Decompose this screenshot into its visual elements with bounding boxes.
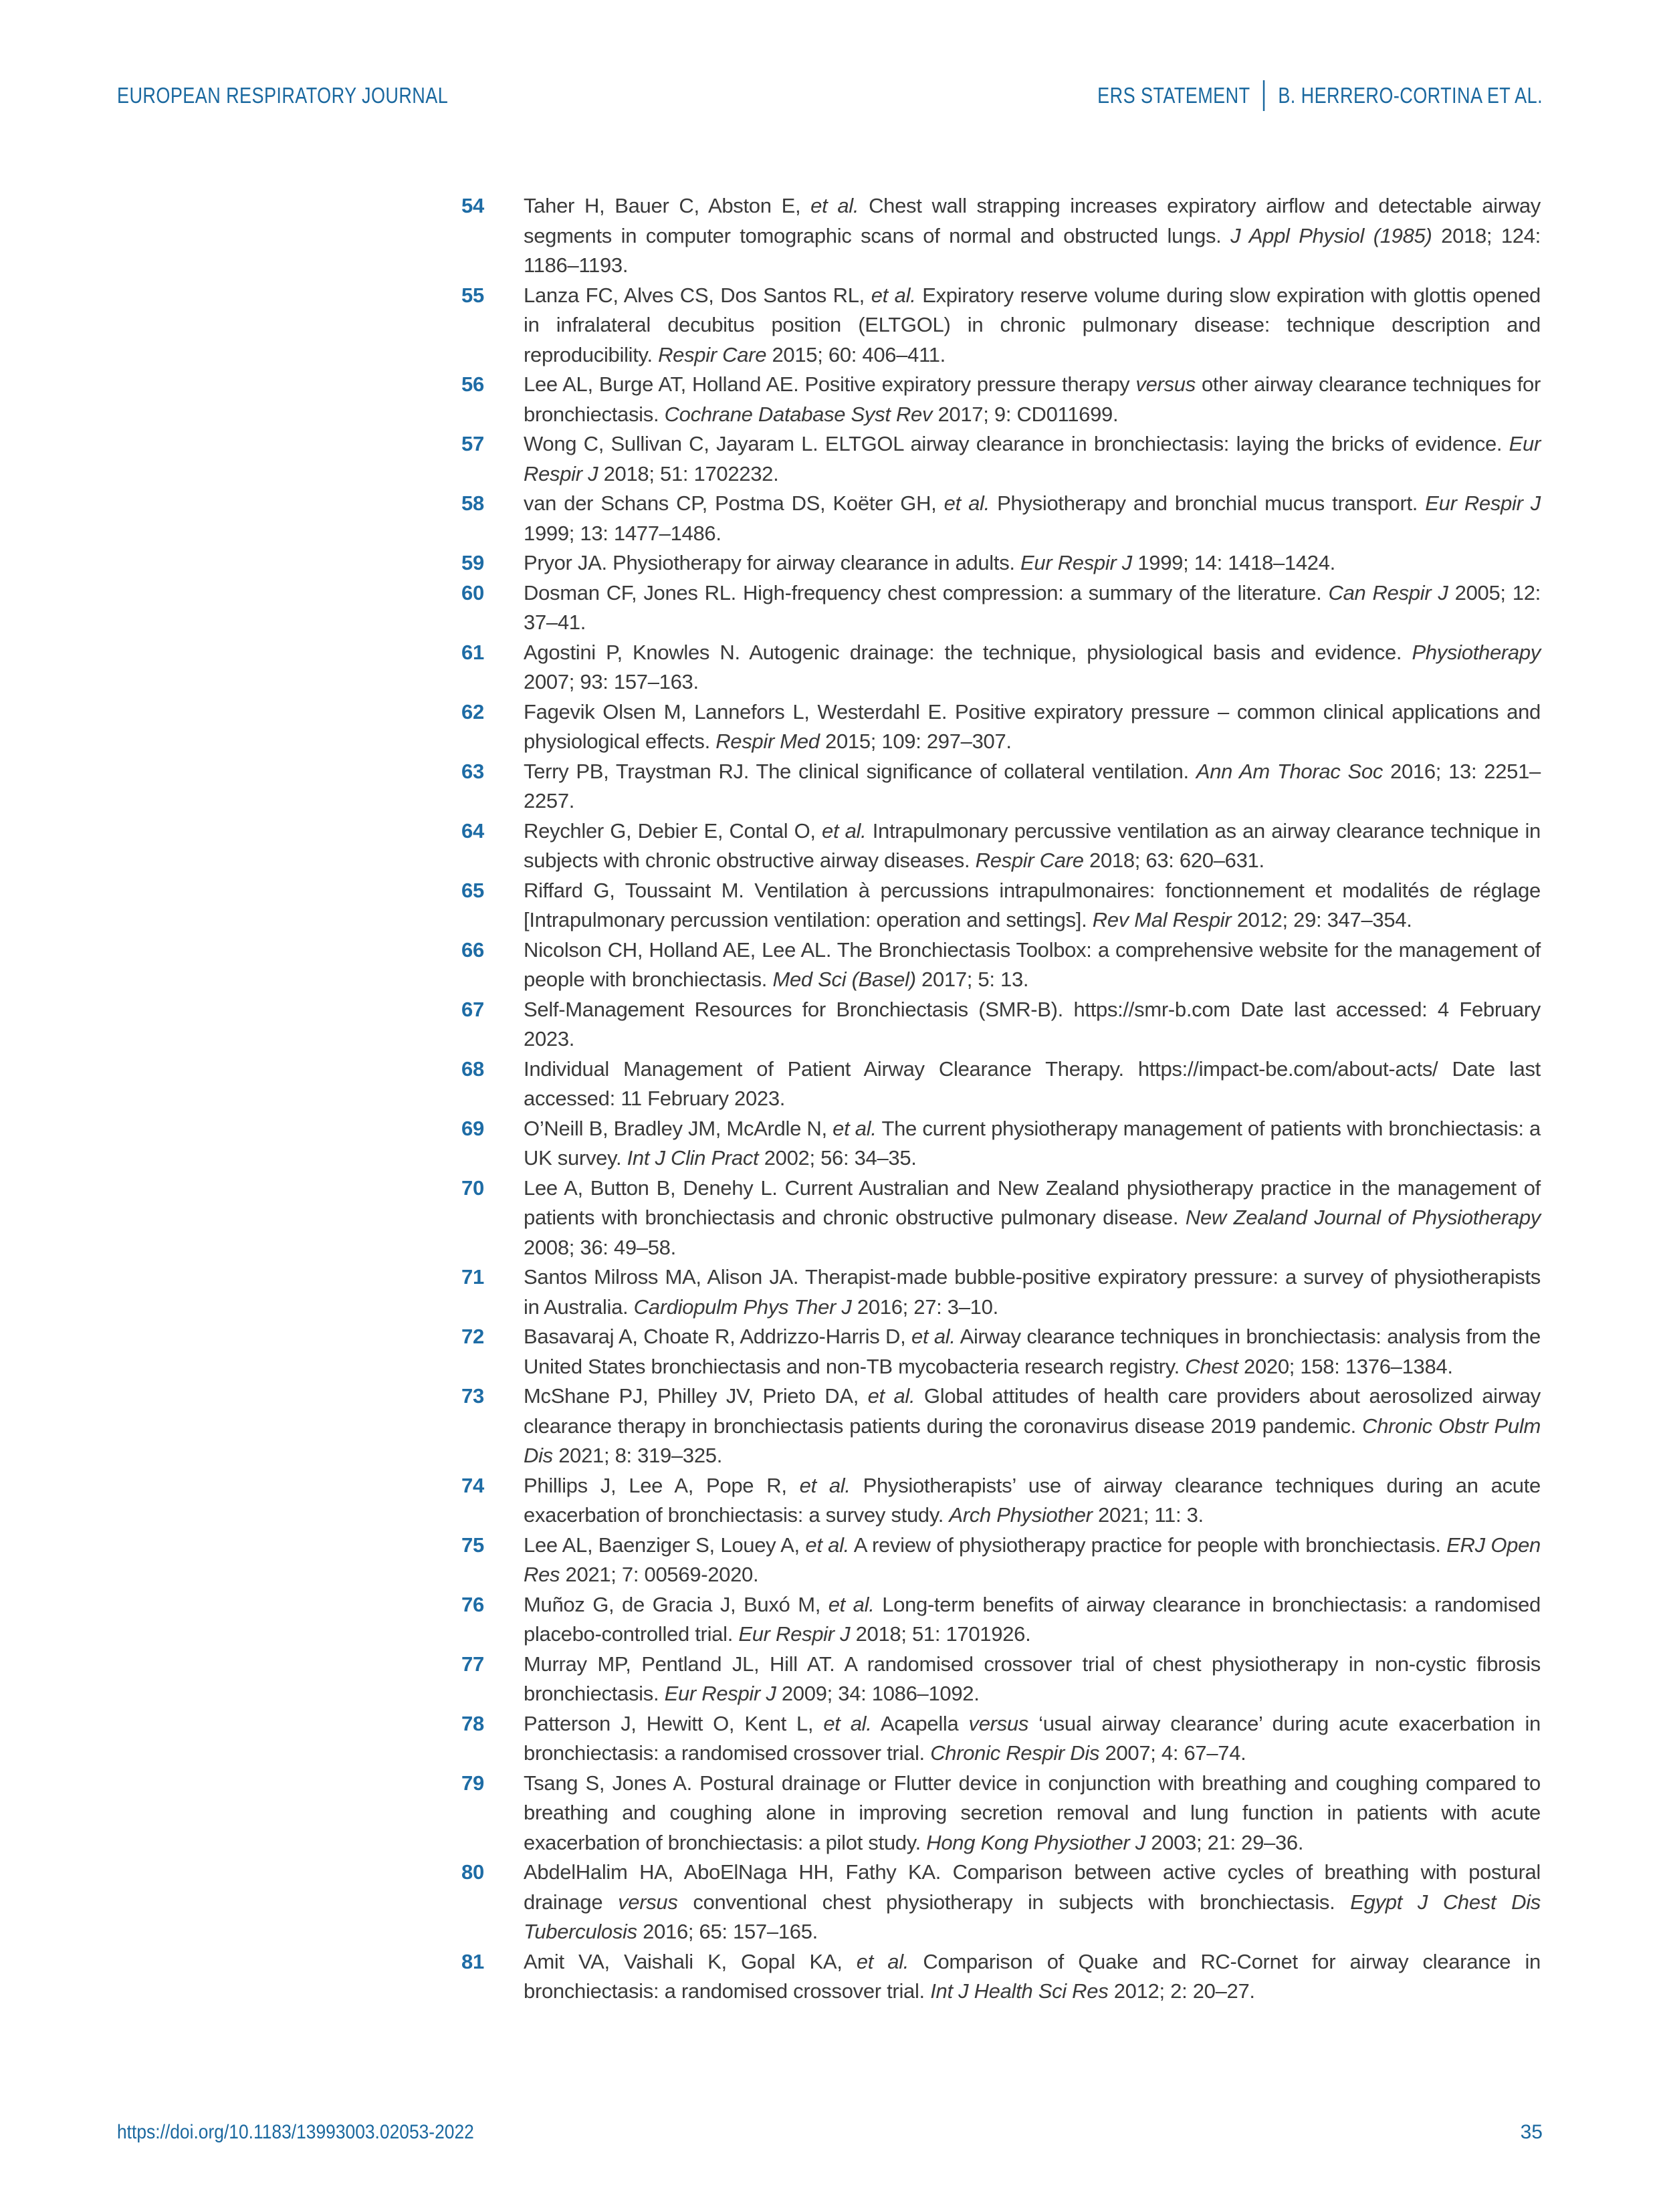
reference-plain-segment: McShane PJ, Philley JV, Prieto DA, [524, 1384, 868, 1408]
reference-plain-segment: Comparison of Quake and RC-Cornet for airway clearance in bronchiectasis: a randomised crossover trial. [524, 1949, 1541, 2003]
reference-italic-segment: Cardiopulm Phys Ther J [633, 1295, 852, 1319]
reference-number: 68 [461, 1057, 484, 1081]
reference-italic-segment: Physiotherapy [1412, 640, 1541, 664]
reference-plain-segment: 2009; 34: 1086–1092. [776, 1682, 980, 1705]
reference-plain-segment: AbdelHalim HA, AboElNaga HH, Fathy KA. Comparison between active cycles of breathing with postural drainage [524, 1860, 1541, 1914]
reference-item [461, 1709, 1541, 1769]
reference-plain-segment: 2021; 8: 319–325. [552, 1444, 723, 1467]
reference-italic-segment: et al. [799, 1473, 851, 1497]
article-type-label: ERS STATEMENT [1097, 83, 1250, 108]
doi-link[interactable]: https://doi.org/10.1183/13993003.02053-2022 [117, 2121, 474, 2143]
reference-text [524, 1769, 1541, 1858]
reference-italic-segment: Egypt J Chest Dis Tuberculosis [524, 1890, 1541, 1943]
reference-number: 74 [461, 1473, 484, 1497]
reference-plain-segment: Long-term benefits of airway clearance in bronchiectasis: a randomised placebo-controlled trial. [524, 1592, 1541, 1646]
reference-italic-segment: et al. [911, 1325, 956, 1348]
reference-italic-segment: et al. [856, 1949, 909, 1973]
reference-text [524, 1262, 1541, 1322]
reference-plain-segment: Intrapulmonary percussive ventilation as an airway clearance technique in subjects with chronic obstructive airway diseases. [524, 818, 1541, 872]
reference-text [524, 1381, 1541, 1471]
authors-label: B. HERRERO-CORTINA ET AL. [1278, 83, 1543, 108]
reference-text [524, 638, 1541, 697]
reference-text [524, 1114, 1541, 1174]
reference-item [461, 548, 1541, 578]
reference-plain-segment: 2007; 4: 67–74. [1099, 1741, 1246, 1765]
reference-plain-segment: 2007; 93: 157–163. [524, 670, 699, 693]
reference-number: 59 [461, 551, 484, 574]
reference-text [524, 995, 1541, 1055]
reference-plain-segment: Lee AL, Burge AT, Holland AE. Positive expiratory pressure therapy [524, 372, 1136, 396]
reference-plain-segment: 2020; 158: 1376–1384. [1238, 1354, 1453, 1378]
reference-number: 80 [461, 1860, 484, 1884]
reference-italic-segment: Rev Mal Respir [1092, 908, 1232, 931]
reference-text [524, 1709, 1541, 1769]
reference-plain-segment: Physiotherapists’ use of airway clearance techniques during an acute exacerbation of bronchiectasis: a survey study. [524, 1473, 1541, 1527]
running-head [1097, 80, 1543, 111]
reference-item [461, 935, 1541, 995]
reference-plain-segment: 2016; 65: 157–165. [637, 1920, 818, 1943]
reference-plain-segment: Amit VA, Vaishali K, Gopal KA, [524, 1949, 857, 1973]
reference-item [461, 1590, 1541, 1650]
reference-plain-segment: 2003; 21: 29–36. [1145, 1830, 1304, 1854]
reference-item [461, 578, 1541, 638]
reference-text [524, 1590, 1541, 1650]
reference-item [461, 1650, 1541, 1709]
reference-italic-segment: Eur Respir J [738, 1622, 851, 1646]
header-separator-bar [1263, 80, 1264, 111]
reference-item [461, 281, 1541, 370]
reference-italic-segment: Respir Care [975, 849, 1084, 872]
reference-plain-segment: 2018; 51: 1701926. [850, 1622, 1031, 1646]
reference-item [461, 1381, 1541, 1471]
reference-list [461, 191, 1541, 2007]
reference-item [461, 1174, 1541, 1263]
reference-item [461, 429, 1541, 489]
reference-plain-segment: 2012; 29: 347–354. [1231, 908, 1412, 931]
reference-number: 64 [461, 818, 484, 843]
reference-text [524, 1471, 1541, 1531]
reference-plain-segment: 2008; 36: 49–58. [524, 1235, 676, 1259]
reference-plain-segment: 2018; 51: 1702232. [598, 461, 779, 485]
reference-italic-segment: Chronic Respir Dis [930, 1741, 1100, 1765]
reference-text [524, 816, 1541, 876]
reference-italic-segment: Cochrane Database Syst Rev [664, 402, 933, 426]
reference-italic-segment: Chest [1185, 1354, 1238, 1378]
reference-plain-segment: Pryor JA. Physiotherapy for airway clearance in adults. [524, 551, 1021, 574]
reference-item [461, 1858, 1541, 1947]
reference-number: 66 [461, 937, 484, 962]
reference-italic-segment: J Appl Physiol (1985) [1230, 223, 1432, 247]
reference-plain-segment: Fagevik Olsen M, Lannefors L, Westerdahl E. Positive expiratory pressure – common clinical applications and physiological effects. [524, 699, 1541, 753]
reference-text [524, 1174, 1541, 1263]
reference-plain-segment: ‘usual airway clearance’ during acute exacerbation in bronchiectasis: a randomised crossover trial. [524, 1711, 1541, 1765]
reference-italic-segment: New Zealand Journal of Physiotherapy [1185, 1206, 1541, 1229]
reference-plain-segment: Self-Management Resources for Bronchiectasis (SMR-B). https://smr-b.com Date last accessed: 4 February 2023. [524, 997, 1541, 1050]
reference-italic-segment: et al. [944, 491, 990, 515]
reference-plain-segment: Chest wall strapping increases expiratory airflow and detectable airway segments in computer tomographic scans of normal and obstructed lungs. [524, 194, 1541, 247]
reference-italic-segment: et al. [810, 194, 859, 217]
reference-plain-segment: Global attitudes of health care providers about aerosolized airway clearance therapy in bronchiectasis patients during the coronavirus disease 2019 pandemic. [524, 1384, 1541, 1438]
reference-plain-segment: Basavaraj A, Choate R, Addrizzo-Harris D, [524, 1325, 912, 1348]
reference-italic-segment: et al. [867, 1384, 915, 1408]
reference-plain-segment: 1999; 14: 1418–1424. [1132, 551, 1335, 574]
reference-italic-segment: et al. [805, 1533, 849, 1557]
reference-italic-segment: Med Sci (Basel) [772, 968, 916, 991]
reference-text [524, 281, 1541, 370]
reference-italic-segment: Can Respir J [1328, 580, 1448, 604]
reference-text [524, 1650, 1541, 1709]
reference-plain-segment: van der Schans CP, Postma DS, Koëter GH, [524, 491, 944, 515]
reference-italic-segment: Eur Respir J [524, 432, 1541, 485]
reference-number: 65 [461, 878, 484, 902]
reference-text [524, 1947, 1541, 2007]
reference-italic-segment: versus [618, 1890, 678, 1914]
reference-item [461, 1531, 1541, 1590]
reference-plain-segment: 1999; 13: 1477–1486. [524, 521, 722, 545]
reference-text [524, 1858, 1541, 1947]
reference-plain-segment: 2018; 124: 1186–1193. [524, 223, 1541, 277]
reference-plain-segment: 2016; 27: 3–10. [851, 1295, 998, 1319]
reference-item [461, 1769, 1541, 1858]
reference-plain-segment: Riffard G, Toussaint M. Ventilation à percussions intrapulmonaires: fonctionnement et modalités de réglage [Intrapulmonary percussion ventilation: operation and settings]. [524, 878, 1541, 931]
reference-plain-segment: 2021; 7: 00569-2020. [560, 1563, 759, 1586]
reference-number: 54 [461, 194, 484, 217]
reference-plain-segment: Terry PB, Traystman RJ. The clinical significance of collateral ventilation. [524, 759, 1196, 783]
reference-item [461, 816, 1541, 876]
reference-italic-segment: et al. [871, 283, 916, 307]
journal-name: EUROPEAN RESPIRATORY JOURNAL [117, 83, 449, 108]
reference-item [461, 1262, 1541, 1322]
reference-number: 79 [461, 1771, 484, 1795]
reference-plain-segment: Muñoz G, de Gracia J, Buxó M, [524, 1592, 828, 1616]
reference-number: 81 [461, 1949, 484, 1973]
reference-plain-segment: Lee A, Button B, Denehy L. Current Australian and New Zealand physiotherapy practice in the management of patients with bronchiectasis and chronic obstructive pulmonary disease. [524, 1176, 1541, 1229]
reference-number: 76 [461, 1592, 484, 1616]
reference-number: 58 [461, 491, 484, 515]
reference-number: 78 [461, 1711, 484, 1735]
reference-plain-segment: A review of physiotherapy practice for people with bronchiectasis. [849, 1533, 1447, 1557]
page-number: 35 [1520, 2121, 1543, 2143]
reference-plain-segment: Murray MP, Pentland JL, Hill AT. A randomised crossover trial of chest physiotherapy in non-cystic fibrosis bronchiectasis. [524, 1652, 1541, 1705]
reference-plain-segment: other airway clearance techniques for bronchiectasis. [524, 372, 1541, 426]
reference-text [524, 548, 1541, 578]
reference-item [461, 1114, 1541, 1174]
reference-plain-segment: Nicolson CH, Holland AE, Lee AL. The Bronchiectasis Toolbox: a comprehensive website for the management of people with bronchiectasis. [524, 937, 1541, 991]
reference-italic-segment: versus [968, 1711, 1029, 1735]
reference-item [461, 1322, 1541, 1381]
reference-plain-segment: Agostini P, Knowles N. Autogenic drainage: the technique, physiological basis and evidence. [524, 640, 1412, 664]
reference-item [461, 697, 1541, 757]
reference-plain-segment: Airway clearance techniques in bronchiectasis: analysis from the United States bronchiectasis and non-TB mycobacteria research registry. [524, 1325, 1541, 1378]
reference-plain-segment: Tsang S, Jones A. Postural drainage or Flutter device in conjunction with breathing and coughing compared to breathing and coughing alone in improving secretion removal and lung function in patients with acute exacerbation of bronchiectasis: a pilot study. [524, 1771, 1541, 1854]
reference-text [524, 191, 1541, 281]
reference-number: 63 [461, 759, 484, 783]
reference-italic-segment: Eur Respir J [664, 1682, 776, 1705]
reference-text [524, 370, 1541, 429]
reference-italic-segment: versus [1135, 372, 1196, 396]
reference-item [461, 995, 1541, 1055]
reference-italic-segment: et al. [822, 818, 867, 843]
reference-item [461, 638, 1541, 697]
reference-text [524, 1055, 1541, 1114]
reference-plain-segment: Wong C, Sullivan C, Jayaram L. ELTGOL airway clearance in bronchiectasis: laying the bricks of evidence. [524, 432, 1509, 455]
reference-item [461, 1471, 1541, 1531]
reference-plain-segment: 2012; 2: 20–27. [1108, 1979, 1255, 2003]
reference-number: 61 [461, 640, 484, 664]
reference-plain-segment: 2015; 60: 406–411. [766, 342, 946, 366]
reference-italic-segment: et al. [828, 1592, 875, 1616]
reference-italic-segment: Respir Med [715, 730, 820, 753]
reference-plain-segment: Phillips J, Lee A, Pope R, [524, 1473, 800, 1497]
reference-number: 70 [461, 1176, 484, 1200]
reference-plain-segment: Lee AL, Baenziger S, Louey A, [524, 1533, 806, 1557]
reference-plain-segment: 2017; 9: CD011699. [932, 402, 1119, 426]
reference-plain-segment: 2005; 12: 37–41. [524, 580, 1541, 634]
reference-plain-segment: Acapella [871, 1711, 969, 1735]
reference-italic-segment: et al. [833, 1116, 877, 1140]
reference-item [461, 1947, 1541, 2007]
reference-italic-segment: Eur Respir J [1020, 551, 1132, 574]
reference-plain-segment: Lanza FC, Alves CS, Dos Santos RL, [524, 283, 871, 307]
reference-plain-segment: 2018; 63: 620–631. [1083, 849, 1264, 872]
page-header [117, 80, 1543, 111]
reference-plain-segment: 2002; 56: 34–35. [758, 1146, 917, 1170]
reference-plain-segment: 2017; 5: 13. [915, 968, 1029, 991]
reference-italic-segment: Respir Care [658, 342, 767, 366]
reference-text [524, 578, 1541, 638]
reference-text [524, 757, 1541, 816]
reference-text [524, 429, 1541, 489]
reference-plain-segment: 2016; 13: 2251–2257. [524, 759, 1541, 812]
reference-plain-segment: 2015; 109: 297–307. [819, 730, 1012, 753]
reference-plain-segment: The current physiotherapy management of patients with bronchiectasis: a UK survey. [524, 1116, 1541, 1170]
reference-number: 56 [461, 372, 484, 396]
reference-italic-segment: Hong Kong Physiother J [926, 1830, 1145, 1854]
reference-number: 55 [461, 283, 484, 307]
reference-text [524, 935, 1541, 995]
reference-plain-segment: 2021; 11: 3. [1092, 1503, 1204, 1527]
reference-item [461, 191, 1541, 281]
reference-italic-segment: Eur Respir J [1425, 491, 1541, 515]
reference-item [461, 757, 1541, 816]
reference-number: 77 [461, 1652, 484, 1676]
reference-plain-segment: Individual Management of Patient Airway Clearance Therapy. https://impact-be.com/about-acts/ Date last accessed: 11 February 2023. [524, 1057, 1541, 1110]
reference-italic-segment: Ann Am Thorac Soc [1196, 759, 1384, 783]
reference-text [524, 1531, 1541, 1590]
reference-italic-segment: Chronic Obstr Pulm Dis [524, 1414, 1541, 1467]
reference-item [461, 876, 1541, 935]
reference-number: 57 [461, 432, 484, 455]
reference-plain-segment: Physiotherapy and bronchial mucus transport. [989, 491, 1426, 515]
reference-italic-segment: Int J Clin Pract [627, 1146, 759, 1170]
reference-number: 72 [461, 1325, 484, 1348]
reference-plain-segment: Taher H, Bauer C, Abston E, [524, 194, 811, 217]
reference-text [524, 697, 1541, 757]
reference-number: 75 [461, 1533, 484, 1557]
reference-text [524, 876, 1541, 935]
reference-number: 62 [461, 699, 484, 724]
reference-number: 60 [461, 580, 484, 604]
reference-item [461, 1055, 1541, 1114]
reference-plain-segment: Expiratory reserve volume during slow expiration with glottis opened in infralateral decubitus position (ELTGOL) in chronic pulmonary disease: technique description and reproducibility. [524, 283, 1541, 366]
reference-plain-segment: Santos Milross MA, Alison JA. Therapist-made bubble-positive expiratory pressure: a survey of physiotherapists in Australia. [524, 1265, 1541, 1319]
reference-italic-segment: ERJ Open Res [524, 1533, 1541, 1586]
page-footer [117, 2121, 1543, 2144]
reference-number: 71 [461, 1265, 484, 1289]
reference-number: 67 [461, 997, 484, 1021]
reference-text [524, 1322, 1541, 1381]
reference-plain-segment: Reychler G, Debier E, Contal O, [524, 818, 822, 843]
reference-item [461, 370, 1541, 429]
reference-plain-segment: conventional chest physiotherapy in subjects with bronchiectasis. [677, 1890, 1351, 1914]
reference-italic-segment: Arch Physiother [949, 1503, 1093, 1527]
reference-number: 69 [461, 1116, 484, 1140]
reference-plain-segment: Dosman CF, Jones RL. High-frequency chest compression: a summary of the literature. [524, 580, 1329, 604]
reference-text [524, 489, 1541, 548]
reference-item [461, 489, 1541, 548]
reference-italic-segment: et al. [823, 1711, 872, 1735]
reference-number: 73 [461, 1384, 484, 1408]
reference-italic-segment: Int J Health Sci Res [930, 1979, 1109, 2003]
reference-plain-segment: O’Neill B, Bradley JM, McArdle N, [524, 1116, 833, 1140]
reference-plain-segment: Patterson J, Hewitt O, Kent L, [524, 1711, 824, 1735]
